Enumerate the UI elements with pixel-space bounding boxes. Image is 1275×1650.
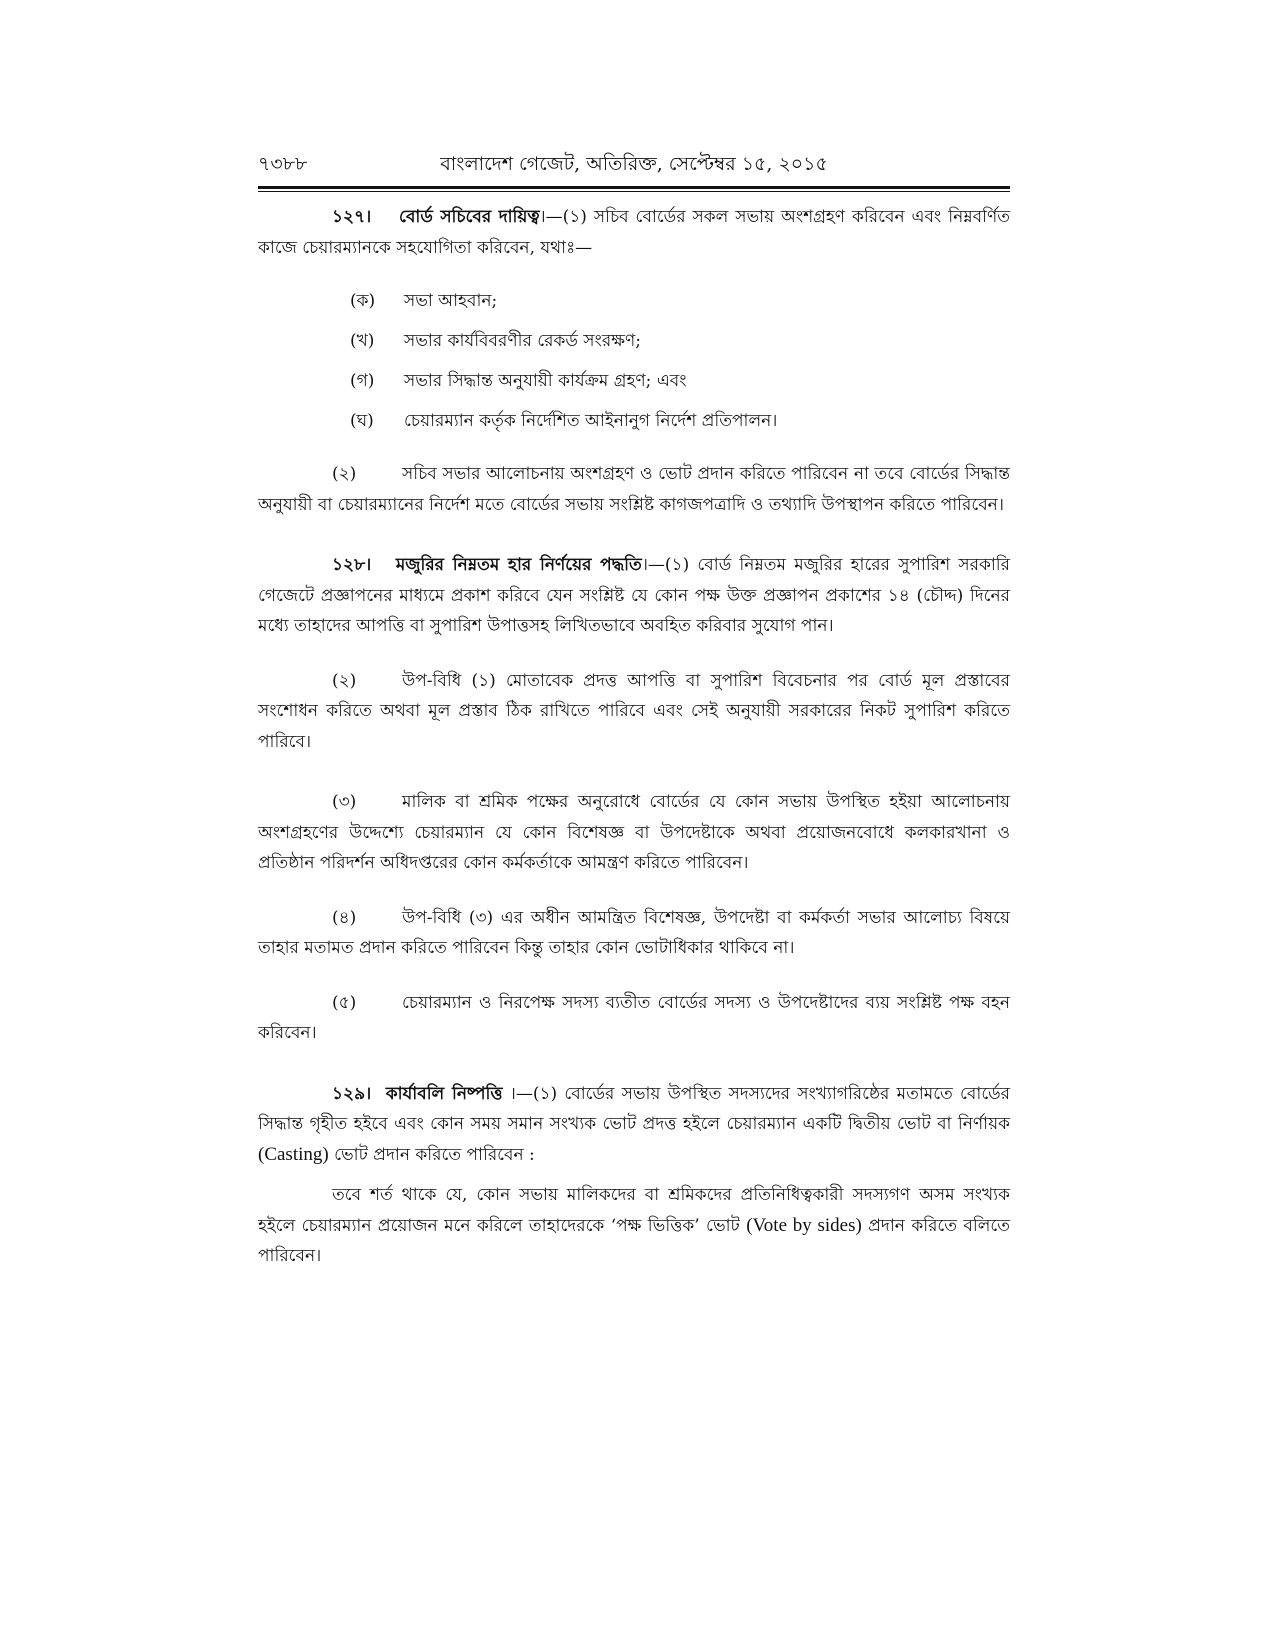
section-129-number: ১২৯।: [332, 1083, 372, 1104]
gazette-title: বাংলাদেশ গেজেট, অতিরিক্ত, সেপ্টেম্বর ১৫, ২০১৫: [440, 153, 828, 175]
section-129-sub1-text-b: ভোট প্রদান করিতে পারিবেন :: [328, 1144, 535, 1165]
subsection-number: (৫): [332, 992, 357, 1013]
casting-term: (Casting): [258, 1143, 329, 1165]
page-header: [258, 150, 1010, 182]
section-128-sub1-text: বোর্ড নিম্নতম মজুরির হারের সুপারিশ সরকারি গেজেটে প্রজ্ঞাপনের মাধ্যমে প্রকাশ করিবে যেন সংশ্লিষ্ট যে কোন পক্ষ উক্ত প্রজ্ঞাপন প্রকাশের ১৪ (চৌদ্দ) দিনের মধ্যে তাহাদের আপত্তি বা সুপারিশ উপাত্তসহ লিখিতভাবে অবহিত করিবার সুযোগ পান।: [258, 555, 1010, 636]
section-128-sub4: [258, 903, 1010, 964]
list-item-text: চেয়ারম্যান কর্তৃক নির্দেশিত আইনানুগ নির্দেশ প্রতিপালন।: [404, 411, 778, 431]
list-item: [350, 409, 1010, 449]
section-128-sub5: [258, 988, 1010, 1049]
section-128-dash: ।—: [641, 555, 665, 575]
section-127-item-list: [350, 289, 1010, 449]
subsection-text: সচিব সভার আলোচনায় অংশগ্রহণ ও ভোট প্রদান করিতে পারিবেন না তবে বোর্ডের সিদ্ধান্ত অনুযায়ী বা চেয়ারম্যানের নির্দেশ মতে বোর্ডের সভায় সংশ্লিষ্ট কাগজপত্রাদি ও তথ্যাদি উপস্থাপন করিতে পারিবেন।: [258, 464, 1010, 515]
list-item-label: (খ): [350, 331, 375, 351]
subsection-number: (৪): [332, 907, 357, 928]
section-128-heading: মজুরির নিম্নতম হার নির্ণয়ের পদ্ধতি: [395, 555, 642, 575]
section-128-sub1-number: (১): [664, 555, 690, 575]
subsection-text: মালিক বা শ্রমিক পক্ষের অনুরোধে বোর্ডের যে কোন সভায় উপস্থিত হইয়া আলোচনায় অংশগ্রহণের উদ্দেশ্যে চেয়ারম্যান যে কোন বিশেষজ্ঞ বা উপদেষ্টাকে অথবা প্রয়োজনবোধে কলকারখানা ও প্রতিষ্ঠান পরিদর্শন অধিদপ্তরের কোন কর্মকর্তাকে আমন্ত্রণ করিতে পারিবেন।: [258, 792, 1010, 873]
list-item: [350, 329, 1010, 369]
gazette-page: [258, 150, 1010, 1272]
subsection-text: উপ-বিধি (১) মোতাবেক প্রদত্ত আপত্তি বা সুপারিশ বিবেচনার পর বোর্ড মূল প্রস্তাবের সংশোধন করিতে অথবা মূল প্রস্তাব ঠিক রাখিতে পারিবে এবং সেই অনুযায়ী সরকারের নিকট সুপারিশ করিতে পারিবে।: [258, 670, 1010, 752]
section-129-dash: ।—: [502, 1083, 533, 1104]
section-128-sub3: [258, 787, 1010, 879]
list-item-text: সভার কার্যবিবরণীর রেকর্ড সংরক্ষণ;: [404, 331, 641, 351]
section-127-heading: বোর্ড সচিবের দায়িত্ব: [399, 207, 540, 227]
list-item-label: (গ): [350, 371, 375, 391]
section-127-dash: ।—: [539, 207, 563, 227]
list-item-label: (ক): [350, 291, 376, 311]
subsection-number: (৩): [332, 792, 357, 812]
header-rule-thin: [258, 191, 1010, 192]
section-129-sub1-number: (১): [532, 1083, 558, 1104]
header-rule-thick: [258, 186, 1010, 189]
section-128-intro: [258, 550, 1010, 642]
section-127-sub1-text: সচিব বোর্ডের সকল সভায় অংশগ্রহণ করিবেন এবং নিম্নবর্ণিত কাজে চেয়ারম্যানকে সহযোগিতা করিবেন, যথাঃ—: [258, 207, 1010, 258]
proviso-text-b: প্রদান করিতে বলিতে পারিবেন।: [258, 1215, 1010, 1266]
list-item: [350, 289, 1010, 329]
section-127-number: ১২৭।: [332, 207, 372, 227]
section-128-number: ১২৮।: [332, 555, 372, 575]
list-item-text: সভার সিদ্ধান্ত অনুযায়ী কার্যক্রম গ্রহণ; এবং: [404, 371, 687, 391]
proviso-text-a: তবে শর্ত থাকে যে, কোন সভায় মালিকদের বা শ্রমিকদের প্রতিনিধিত্বকারী সদস্যগণ অসম সংখ্যক হইলে চেয়ারম্যান প্রয়োজন মনে করিলে তাহাদেরকে ‘পক্ষ ভিত্তিক’ ভোট: [258, 1185, 1010, 1236]
section-128-sub2: [258, 666, 1010, 758]
subsection-number: (২): [332, 464, 357, 484]
subsection-text: উপ-বিধি (৩) এর অধীন আমন্ত্রিত বিশেষজ্ঞ, উপদেষ্টা বা কর্মকর্তা সভার আলোচ্য বিষয়ে তাহার মতামত প্রদান করিতে পারিবেন কিন্তু তাহার কোন ভোটাধিকার থাকিবে না।: [258, 907, 1010, 958]
list-item-label: (ঘ): [350, 411, 374, 431]
vote-by-sides-term: (Vote by sides): [746, 1214, 862, 1236]
section-129-intro: [258, 1079, 1010, 1171]
subsection-number: (২): [332, 670, 357, 691]
page-number: ৭৩৮৮: [258, 153, 308, 175]
subsection-text: চেয়ারম্যান ও নিরপেক্ষ সদস্য ব্যতীত বোর্ডের সদস্য ও উপদেষ্টাদের ব্যয় সংশ্লিষ্ট পক্ষ বহন করিবেন।: [258, 992, 1010, 1043]
list-item-text: সভা আহবান;: [404, 291, 498, 311]
list-item: [350, 369, 1010, 409]
section-127-intro: [258, 202, 1010, 263]
section-127-sub1-number: (১): [562, 207, 587, 227]
section-129-proviso: [258, 1180, 1010, 1272]
section-127-sub2: [258, 459, 1010, 520]
section-129-sub1-text-a: বোর্ডের সভায় উপস্থিত সদস্যদের সংখ্যাগরিষ্ঠের মতামতে বোর্ডের সিদ্ধান্ত গৃহীত হইবে এবং কোন সময় সমান সংখ্যক ভোট প্রদত্ত হইলে চেয়ারম্যান একটি দ্বিতীয় ভোট বা নির্ণায়ক: [258, 1083, 1011, 1134]
section-129-heading: কার্যাবলি নিষ্পত্তি: [385, 1083, 503, 1104]
